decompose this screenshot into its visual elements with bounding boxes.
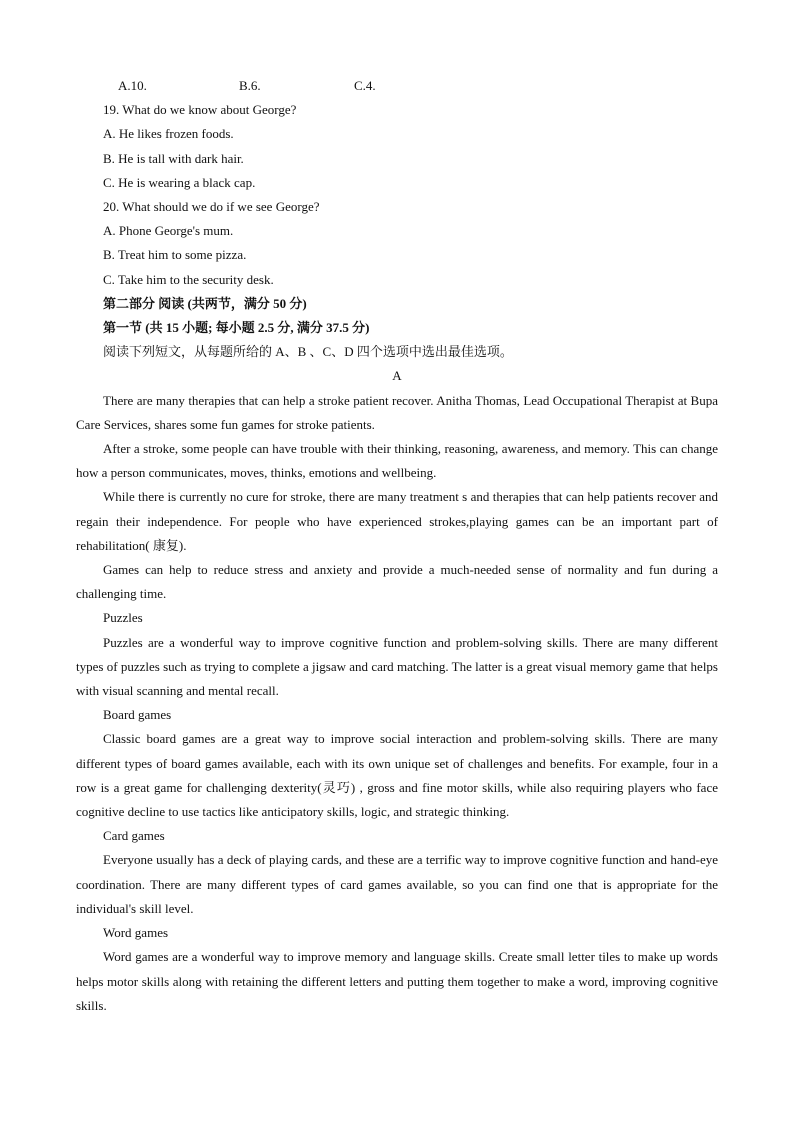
heading-puzzles: Puzzles bbox=[103, 610, 143, 626]
q20-question: 20. What should we do if we see George? bbox=[103, 199, 320, 214]
q19-option-c: C. He is wearing a black cap. bbox=[103, 174, 256, 190]
passage-paragraph-2: After a stroke, some people can have trouble with their thinking, reasoning, awareness, and memory. This can change how a person communicates, moves, thinks, emotions and wellbeing. bbox=[76, 441, 718, 481]
passage-paragraph-5: Puzzles are a wonderful way to improve cognitive function and problem-solving skills. There are many different types of puzzles such as trying to complete a jigsaw and card matching. The latter is a great visual memory game that helps with visual scanning and mental recall. bbox=[76, 634, 718, 699]
q18-option-c: C.4. bbox=[354, 78, 376, 93]
part-title: 第一节 (共 15 小题; 每小题 2.5 分, 满分 37.5 分) bbox=[103, 320, 370, 336]
q18-option-a: A.10. bbox=[118, 78, 147, 93]
q20-option-b: B. Treat him to some pizza. bbox=[103, 247, 247, 263]
q20-option-c: C. Take him to the security desk. bbox=[103, 271, 274, 287]
q18-options bbox=[76, 74, 718, 98]
passage-paragraph-7: Everyone usually has a deck of playing cards, and these are a terrific way to improve cognitive function and hand-eye coordination. There are many different types of card games available, so you can find one that is appropriate for the individual's skill level. bbox=[76, 852, 718, 916]
passage-label: A bbox=[392, 368, 402, 384]
exam-page bbox=[76, 74, 718, 1018]
passage-paragraph-4: Games can help to reduce stress and anxiety and provide a much-needed sense of normality and fun during a challenging time. bbox=[76, 562, 718, 602]
passage-paragraph-6: Classic board games are a great way to improve social interaction and problem-solving skills. There are many different types of board games available, each with its own unique set of challenges and benefits. For example, four in a row is a great game for challenging dexterity(灵巧) , gross and fine motor skills, while also requiring players who face cognitive decline to use tactics like anticipatory skills, logic, and strategic thinking. bbox=[76, 731, 718, 820]
section-title: 第二部分 阅读 (共两节，满分 50 分) bbox=[103, 295, 307, 311]
reading-instruction: 阅读下列短文，从每题所给的 A、B 、C、D 四个选项中选出最佳选项。 bbox=[103, 344, 513, 360]
passage-paragraph-8: Word games are a wonderful way to improve memory and language skills. Create small letter tiles to make up words helps motor skills along with retaining the different letters and putting them together to make a word, improving cognitive skills. bbox=[76, 949, 718, 1013]
passage-paragraph-1: There are many therapies that can help a stroke patient recover. Anitha Thomas, Lead Occupational Therapist at Bupa Care Services, shares some fun games for stroke patients. bbox=[76, 392, 718, 432]
q19-question: 19. What do we know about George? bbox=[103, 102, 297, 118]
q19-option-a: A. He likes frozen foods. bbox=[103, 126, 234, 142]
q18-option-b: B.6. bbox=[239, 78, 261, 93]
heading-board-games: Board games bbox=[103, 707, 172, 723]
heading-word-games: Word games bbox=[103, 925, 169, 941]
heading-card-games: Card games bbox=[103, 828, 165, 844]
q19-option-b: B. He is tall with dark hair. bbox=[103, 150, 244, 166]
q20-option-a: A. Phone George's mum. bbox=[103, 223, 234, 239]
passage-paragraph-3: While there is currently no cure for stroke, there are many treatment s and therapies that can help patients recover and regain their independence. For people who have experienced strokes,playing games can be an important part of rehabilitation( 康复). bbox=[76, 489, 718, 553]
